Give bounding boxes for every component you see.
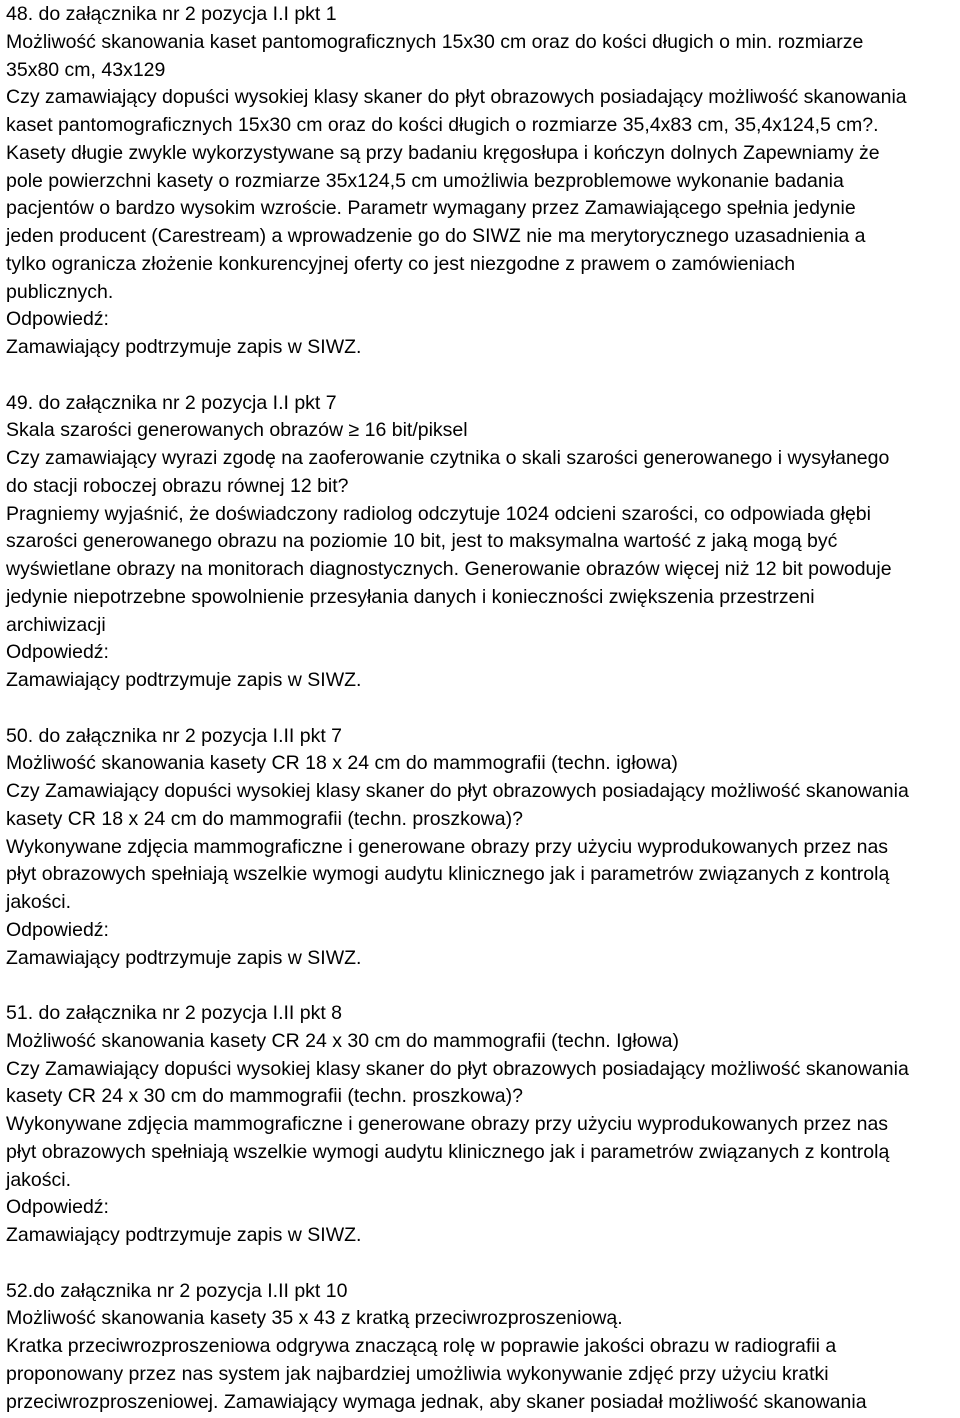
text-line: Odpowiedź: xyxy=(6,308,109,331)
text-line: 50. do załącznika nr 2 pozycja I.II pkt 7 xyxy=(6,724,343,747)
text-line: jedynie niepotrzebne spowolnienie przesyłania danych i konieczności zwiększenia przestrzeni xyxy=(6,585,815,608)
text-line: płyt obrazowych spełniają wszelkie wymogi audytu klinicznego jak i parametrów związanych z kontrolą xyxy=(6,1140,890,1163)
text-line: jakości. xyxy=(6,1168,72,1191)
text-line: płyt obrazowych spełniają wszelkie wymogi audytu klinicznego jak i parametrów związanych z kontrolą xyxy=(6,863,890,886)
text-line: Zamawiający podtrzymuje zapis w SIWZ. xyxy=(6,946,362,969)
text-line: Wykonywane zdjęcia mammograficzne i generowane obrazy przy użyciu wyprodukowanych przez nas xyxy=(6,1113,889,1135)
text-line: Czy zamawiający dopuści wysokiej klasy skaner do płyt obrazowych posiadający możliwość skanowania xyxy=(6,86,907,109)
text-line: Zamawiający podtrzymuje zapis w SIWZ. xyxy=(6,336,362,358)
text-line: Kratka przeciwrozproszeniowa odgrywa znaczącą rolę w poprawie jakości obrazu w radiografii a xyxy=(6,1335,837,1357)
text-line: tylko ogranicza złożenie konkurencyjnej oferty co jest niezgodne z prawem o zamówieniach xyxy=(6,252,796,275)
text-line: 51. do załącznika nr 2 pozycja I.II pkt 8 xyxy=(6,1002,343,1024)
text-line: Skala szarości generowanych obrazów ≥ 16 bit/piksel xyxy=(6,419,468,442)
text-line: Możliwość skanowania kasety 35 x 43 z kratką przeciwrozproszeniową. xyxy=(6,1307,623,1330)
text-line: Pragniemy wyjaśnić, że doświadczony radiolog odczytuje 1024 odcieni szarości, co odpowiada głębi xyxy=(6,502,871,525)
text-line: Zamawiający podtrzymuje zapis w SIWZ. xyxy=(6,669,362,691)
text-line: Kasety długie zwykle wykorzystywane są przy badaniu kręgosłupa i kończyn dolnych Zapewniamy że xyxy=(6,141,880,164)
text-line: szarości generowanego obrazu na poziomie 10 bit, jest to maksymalna wartość z jaką mogą być xyxy=(6,530,838,553)
text-line: Czy Zamawiający dopuści wysokiej klasy skaner do płyt obrazowych posiadający możliwość skanowania xyxy=(6,1057,909,1080)
text-line: Możliwość skanowania kasety CR 24 x 30 cm do mammografii (techn. Igłowa) xyxy=(6,1029,680,1052)
text-line: Czy Zamawiający dopuści wysokiej klasy skaner do płyt obrazowych posiadający możliwość skanowania xyxy=(6,780,909,802)
text-line: 52.do załącznika nr 2 pozycja I.II pkt 10 xyxy=(6,1279,348,1302)
text-line: kasety CR 24 x 30 cm do mammografii (techn. proszkowa)? xyxy=(6,1085,523,1108)
text-line: pacjentów o bardzo wysokim wzroście. Parametr wymagany przez Zamawiającego spełnia jedynie xyxy=(6,197,856,220)
text-line: Możliwość skanowania kaset pantomograficznych 15x30 cm oraz do kości długich o min. rozmiarze xyxy=(6,30,864,53)
text-line: Odpowiedź: xyxy=(6,918,109,941)
text-line: jakości. xyxy=(6,891,72,913)
text-line: Czy zamawiający wyrazi zgodę na zaoferowanie czytnika o skali szarości generowanego i wysyłanego xyxy=(6,447,890,469)
text-line: jeden producent (Carestream) a wprowadzenie go do SIWZ nie ma merytorycznego uzasadnienia a xyxy=(6,225,866,247)
text-line: 35x80 cm, 43x129 xyxy=(6,58,166,81)
text-line: archiwizacji xyxy=(6,613,106,636)
text-line: publicznych. xyxy=(6,280,114,303)
text-line: Odpowiedź: xyxy=(6,641,109,664)
text-line: pole powierzchni kasety o rozmiarze 35x124,5 cm umożliwia bezproblemowe wykonanie badania xyxy=(6,169,844,192)
text-line: wyświetlane obrazy na monitorach diagnostycznych. Generowanie obrazów więcej niż 12 bit powoduje xyxy=(6,558,892,580)
text-line: Zamawiający podtrzymuje zapis w SIWZ. xyxy=(6,1224,362,1246)
text-line: przeciwrozproszeniowej. Zamawiający wymaga jednak, aby skaner posiadał możliwość skanowania xyxy=(6,1390,867,1413)
text-line: Możliwość skanowania kasety CR 18 x 24 cm do mammografii (techn. igłowa) xyxy=(6,752,678,775)
text-line: kaset pantomograficznych 15x30 cm oraz do kości długich o rozmiarze 35,4x83 cm, 35,4x124,5 cm?. xyxy=(6,114,879,136)
text-line: do stacji roboczej obrazu równej 12 bit? xyxy=(6,474,349,497)
text-line: kasety CR 18 x 24 cm do mammografii (techn. proszkowa)? xyxy=(6,807,523,830)
text-line: proponowany przez nas system jak najbardziej umożliwia wykonywanie zdjęć przy użyciu kratki xyxy=(6,1362,829,1385)
text-line: Odpowiedź: xyxy=(6,1196,109,1219)
text-line: 48. do załącznika nr 2 pozycja I.I pkt 1 xyxy=(6,3,337,25)
text-line: Wykonywane zdjęcia mammograficzne i generowane obrazy przy użyciu wyprodukowanych przez nas xyxy=(6,835,889,858)
text-line: 49. do załącznika nr 2 pozycja I.I pkt 7 xyxy=(6,391,337,414)
